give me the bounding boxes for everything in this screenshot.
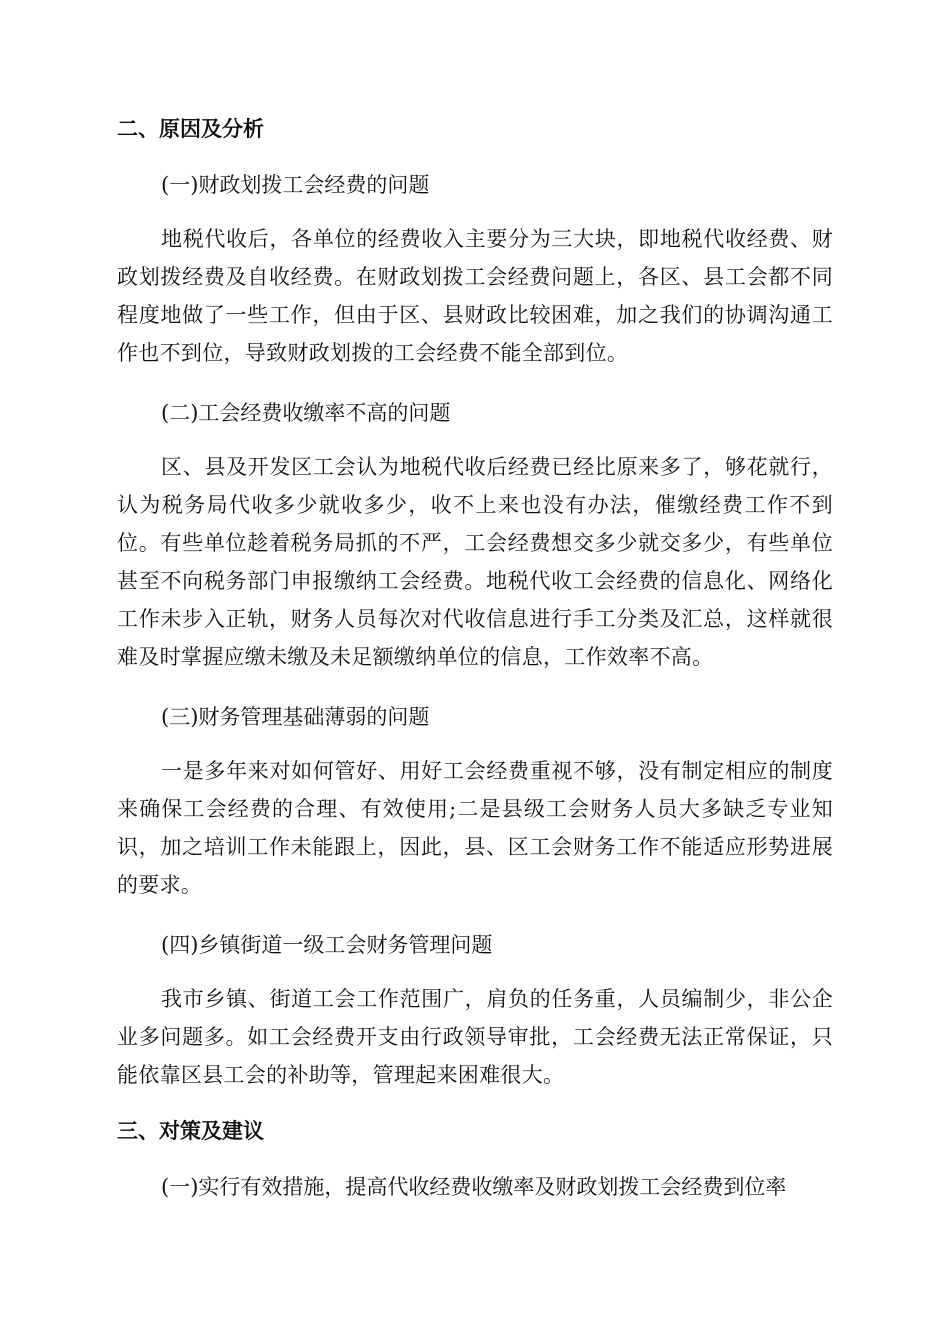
- paragraph-1: 地税代收后，各单位的经费收入主要分为三大块，即地税代收经费、财政划拨经费及自收经费。在财政划拨工会经费问题上，各区、县工会都不同程度地做了一些工作，但由于区、县财政比较困难，加之我们的协调沟通工作也不到位，导致财政划拨的工会经费不能全部到位。: [117, 227, 833, 365]
- paragraph-3: 一是多年来对如何管好、用好工会经费重视不够，没有制定相应的制度来确保工会经费的合理、有效使用;二是县级工会财务人员大多缺乏专业知识，加之培训工作未能跟上，因此，县、区工会财务工作不能适应形势进展的要求。: [117, 759, 833, 897]
- section-heading-measures: 三、对策及建议: [117, 1119, 264, 1143]
- paragraph-2: 区、县及开发区工会认为地税代收后经费已经比原来多了，够花就行，认为税务局代收多少就收多少，收不上来也没有办法，催缴经费工作不到位。有些单位趁着税务局抓的不严，工会经费想交多少就交多少，有些单位甚至不向税务部门申报缴纳工会经费。地税代收工会经费的信息化、网络化工作未步入正轨，财务人员每次对代收信息进行手工分类及汇总，这样就很难及时掌握应缴未缴及未足额缴纳单位的信息，工作效率不高。: [117, 455, 833, 669]
- subsection-title-3: (三)财务管理基础薄弱的问题: [161, 705, 430, 729]
- section-heading-reasons: 二、原因及分析: [117, 117, 264, 141]
- subsection-title-2: (二)工会经费收缴率不高的问题: [161, 401, 451, 425]
- subsection-title-1: (一)财政划拨工会经费的问题: [161, 173, 430, 197]
- subsection-title-4: (四)乡镇街道一级工会财务管理问题: [161, 933, 493, 957]
- subsection-title-measures-1: (一)实行有效措施，提高代收经费收缴率及财政划拨工会经费到位率: [161, 1175, 787, 1199]
- document-page: [117, 108, 833, 1206]
- paragraph-4: 我市乡镇、街道工会工作范围广，肩负的任务重，人员编制少，非公企业多问题多。如工会经费开支由行政领导审批，工会经费无法正常保证，只能依靠区县工会的补助等，管理起来困难很大。: [117, 987, 833, 1087]
